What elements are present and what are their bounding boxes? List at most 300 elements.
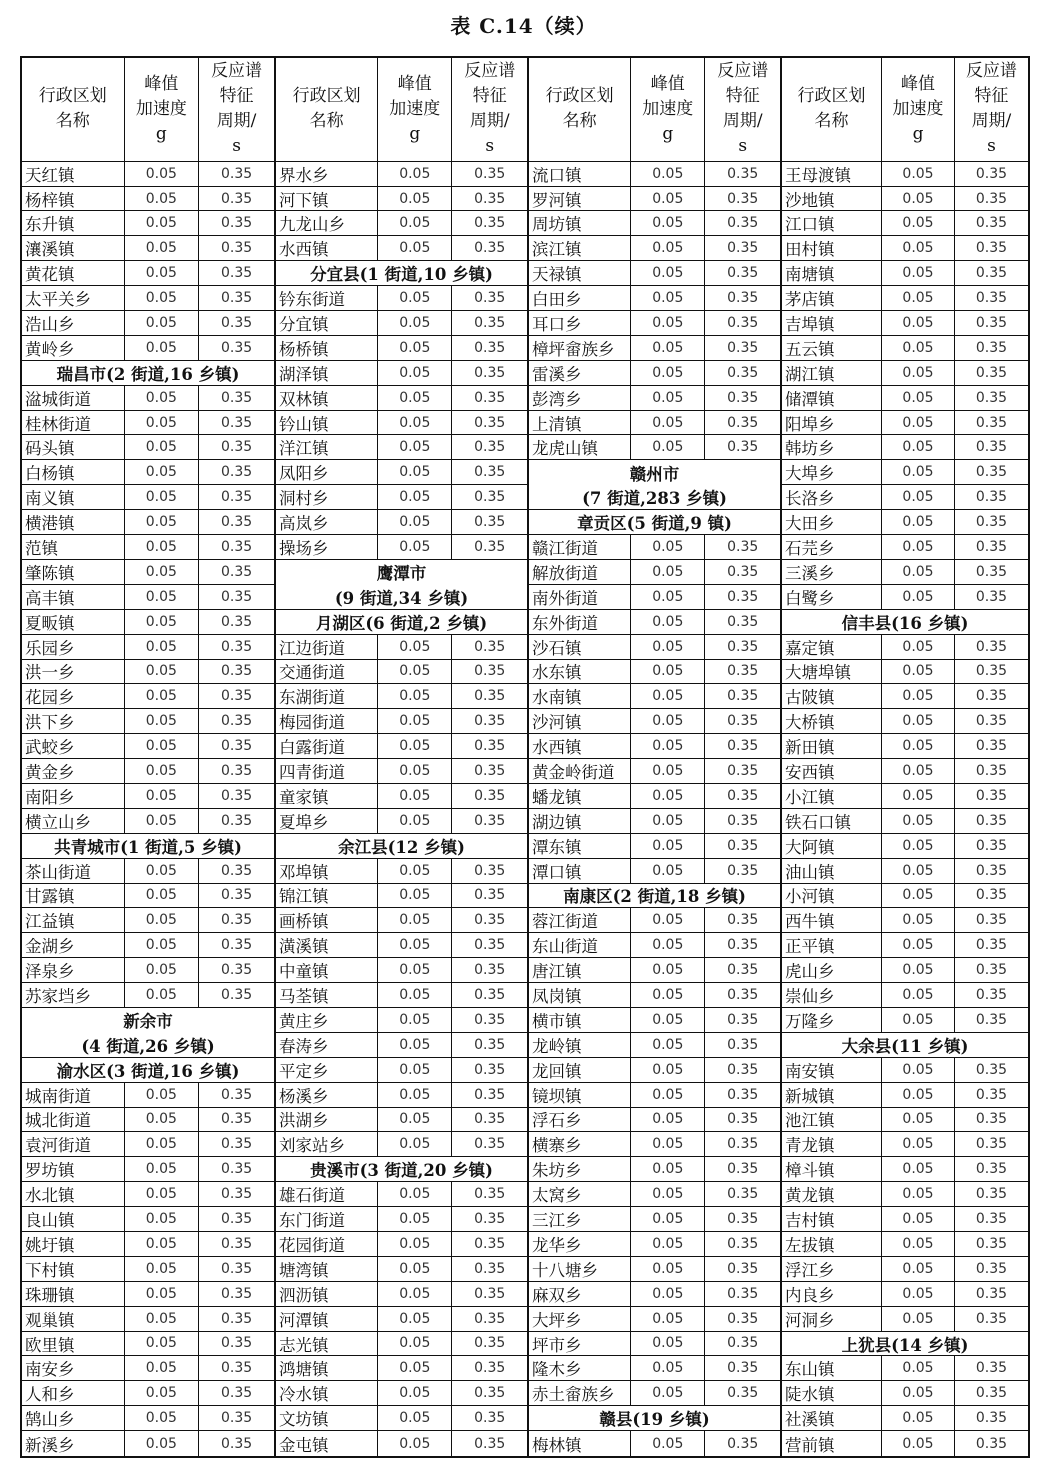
cell-name: 童家镇	[276, 784, 378, 808]
cell-peak-acceleration: 0.05	[631, 435, 705, 459]
table-row	[22, 535, 274, 560]
column-rows	[276, 162, 527, 1456]
cell-period: 0.35	[727, 688, 759, 705]
cell-peak-acceleration: 0.05	[125, 585, 200, 609]
cell-peak-acceleration: 0.05	[882, 1431, 955, 1456]
cell-name: 小江镇	[782, 784, 882, 808]
table-row	[276, 859, 527, 884]
cell-peak-acceleration: 0.05	[125, 510, 200, 534]
table-row	[22, 958, 274, 983]
cell-period: 0.35	[474, 937, 506, 954]
table-row	[276, 336, 527, 361]
section-heading: 信丰县(16 乡镇)	[841, 613, 969, 633]
cell-period: 0.35	[220, 1335, 253, 1352]
cell-period: 0.35	[220, 987, 253, 1004]
cell-peak-acceleration: 0.05	[631, 311, 705, 335]
table-row	[782, 386, 1028, 411]
cell-peak-acceleration: 0.05	[378, 684, 452, 708]
cell-peak-acceleration: 0.05	[631, 859, 705, 883]
cell-period: 0.35	[727, 862, 759, 879]
cell-name: 杨桥镇	[276, 336, 378, 360]
cell-peak-acceleration: 0.05	[125, 236, 200, 260]
cell-peak-acceleration: 0.05	[125, 759, 200, 783]
cell-period: 0.35	[220, 862, 253, 879]
cell-peak-acceleration: 0.05	[631, 236, 705, 260]
cell-period: 0.35	[727, 588, 759, 605]
cell-name: 小河镇	[782, 884, 882, 908]
cell-period: 0.35	[220, 1111, 253, 1128]
table-row	[22, 585, 274, 610]
cell-name: 黄庄乡	[276, 1008, 378, 1032]
table-row	[276, 361, 527, 386]
cell-peak-acceleration: 0.05	[378, 635, 452, 659]
cell-name: 珠珊镇	[22, 1282, 125, 1306]
cell-peak-acceleration: 0.05	[125, 734, 200, 758]
cell-name: 青龙镇	[782, 1132, 882, 1156]
cell-name: 分宜镇	[276, 311, 378, 335]
cell-name: 范镇	[22, 535, 125, 559]
cell-name: 龙岭镇	[529, 1033, 631, 1057]
cell-peak-acceleration: 0.05	[125, 1083, 200, 1107]
cell-period: 0.35	[474, 538, 506, 555]
cell-period: 0.35	[975, 1235, 1008, 1252]
table-row	[782, 411, 1028, 436]
cell-name: 陡水镇	[782, 1381, 882, 1405]
cell-period: 0.35	[727, 290, 759, 307]
table-row	[276, 908, 527, 933]
table-row	[529, 1232, 780, 1257]
cell-period: 0.35	[474, 713, 506, 730]
cell-period: 0.35	[727, 912, 759, 929]
cell-name: 横寨乡	[529, 1132, 631, 1156]
cell-name: 江口镇	[782, 211, 882, 235]
cell-name: 大埠乡	[782, 460, 882, 484]
table-row	[276, 411, 527, 436]
cell-period: 0.35	[220, 588, 253, 605]
cell-name: 虎山乡	[782, 958, 882, 982]
table-row	[22, 311, 274, 336]
cell-peak-acceleration: 0.05	[125, 311, 200, 335]
table-row	[276, 635, 527, 660]
cell-name: 城南街道	[22, 1083, 125, 1107]
cell-period: 0.35	[727, 1310, 759, 1327]
table-row	[529, 1332, 780, 1357]
cell-period: 0.35	[975, 713, 1008, 730]
table-row	[22, 286, 274, 311]
cell-period: 0.35	[727, 1360, 759, 1377]
cell-peak-acceleration: 0.05	[631, 1207, 705, 1231]
cell-name: 唐江镇	[529, 958, 631, 982]
section-heading: 章贡区(5 街道,9 镇)	[577, 514, 732, 534]
cell-name: 塘湾镇	[276, 1257, 378, 1281]
cell-name: 金屯镇	[276, 1431, 378, 1456]
cell-period: 0.35	[975, 638, 1008, 655]
table-column-3	[529, 58, 782, 1456]
cell-peak-acceleration: 0.05	[882, 1182, 955, 1206]
cell-period: 0.35	[220, 1310, 253, 1327]
cell-period: 0.35	[474, 812, 506, 829]
cell-name: 马荃镇	[276, 983, 378, 1007]
cell-name: 茶山街道	[22, 859, 125, 883]
cell-peak-acceleration: 0.05	[882, 1058, 955, 1082]
cell-peak-acceleration: 0.05	[631, 1257, 705, 1281]
cell-name: 洞村乡	[276, 485, 378, 509]
cell-period: 0.35	[727, 663, 759, 680]
table-row	[22, 859, 274, 884]
cell-peak-acceleration: 0.05	[378, 660, 452, 684]
cell-peak-acceleration: 0.05	[631, 1033, 705, 1057]
cell-name: 人和乡	[22, 1381, 125, 1405]
table-row	[22, 435, 274, 460]
cell-name: 龙虎山镇	[529, 435, 631, 459]
cell-peak-acceleration: 0.05	[378, 1381, 452, 1405]
table-column-1	[22, 58, 276, 1456]
cell-name: 杨梓镇	[22, 187, 125, 211]
cell-period: 0.35	[474, 763, 506, 779]
cell-period: 0.35	[975, 439, 1008, 456]
cell-period: 0.35	[474, 364, 506, 381]
cell-period: 0.35	[975, 1310, 1008, 1327]
cell-name: 江益镇	[22, 908, 125, 932]
cell-peak-acceleration: 0.05	[125, 1132, 200, 1156]
header-characteristic-period: 反应谱 特征 周期/ s	[965, 61, 1017, 157]
cell-name: 画桥镇	[276, 908, 378, 932]
cell-period: 0.35	[220, 439, 253, 456]
cell-peak-acceleration: 0.05	[125, 1108, 200, 1132]
cell-peak-acceleration: 0.05	[882, 660, 955, 684]
cell-name: 南安镇	[782, 1058, 882, 1082]
table-row	[276, 933, 527, 958]
cell-period: 0.35	[727, 638, 759, 655]
cell-peak-acceleration: 0.05	[631, 187, 705, 211]
cell-period: 0.35	[727, 713, 759, 730]
table-row	[529, 585, 780, 610]
cell-name: 潭东镇	[529, 834, 631, 858]
cell-period: 0.35	[220, 265, 253, 282]
cell-name: 万隆乡	[782, 1008, 882, 1032]
table-row	[529, 1033, 780, 1058]
cell-period: 0.35	[474, 688, 506, 705]
table-row	[276, 1033, 527, 1058]
header-peak-acceleration: 峰值 加速度 g	[125, 58, 200, 161]
table-row	[22, 1108, 274, 1133]
cell-name: 欧里镇	[22, 1332, 125, 1356]
cell-peak-acceleration: 0.05	[631, 162, 705, 186]
table-row	[276, 311, 527, 336]
cell-period: 0.35	[727, 364, 759, 381]
cell-peak-acceleration: 0.05	[631, 660, 705, 684]
cell-period: 0.35	[474, 738, 506, 755]
table-row	[22, 660, 274, 685]
table-row	[529, 1083, 780, 1108]
cell-peak-acceleration: 0.05	[882, 709, 955, 733]
cell-peak-acceleration: 0.05	[378, 311, 452, 335]
cell-peak-acceleration: 0.05	[882, 1008, 955, 1032]
cell-name: 内良乡	[782, 1282, 882, 1306]
cell-name: 湖江镇	[782, 361, 882, 385]
cell-period: 0.35	[474, 912, 506, 929]
cell-name: 赤土畲族乡	[529, 1381, 631, 1405]
cell-period: 0.35	[975, 962, 1008, 979]
table-row	[22, 809, 274, 834]
cell-period: 0.35	[474, 314, 506, 331]
cell-period: 0.35	[220, 414, 253, 431]
cell-period: 0.35	[975, 538, 1008, 555]
section-heading: 月湖区(6 街道,2 乡镇)	[315, 613, 488, 633]
table-row	[276, 286, 527, 311]
table-row	[22, 162, 274, 187]
table-row	[782, 1207, 1028, 1232]
cell-name: 新田镇	[782, 734, 882, 758]
cell-name: 花园乡	[22, 684, 125, 708]
cell-peak-acceleration: 0.05	[631, 983, 705, 1007]
cell-name: 潢溪镇	[276, 933, 378, 957]
table-row	[22, 709, 274, 734]
cell-name: 樟斗镇	[782, 1157, 882, 1181]
table-row	[529, 1381, 780, 1406]
cell-name: 蟠龙镇	[529, 784, 631, 808]
cell-period: 0.35	[975, 812, 1008, 829]
table-row	[529, 560, 780, 585]
cell-peak-acceleration: 0.05	[882, 361, 955, 385]
cell-name: 杨溪乡	[276, 1083, 378, 1107]
cell-peak-acceleration: 0.05	[378, 535, 452, 559]
cell-peak-acceleration: 0.05	[125, 933, 200, 957]
cell-name: 白杨镇	[22, 460, 125, 484]
cell-peak-acceleration: 0.05	[125, 908, 200, 932]
table-row	[22, 784, 274, 809]
table-row	[529, 435, 780, 460]
table-row	[276, 884, 527, 909]
section-heading-row	[782, 610, 1028, 635]
cell-period: 0.35	[727, 240, 759, 257]
section-heading-row	[782, 1332, 1028, 1357]
table-row	[782, 361, 1028, 386]
cell-peak-acceleration: 0.05	[125, 784, 200, 808]
table-row	[529, 386, 780, 411]
cell-period: 0.35	[220, 1260, 253, 1277]
cell-peak-acceleration: 0.05	[882, 585, 955, 609]
cell-name: 夏埠乡	[276, 809, 378, 833]
cell-name: 大坪乡	[529, 1307, 631, 1331]
cell-name: 锦江镇	[276, 884, 378, 908]
cell-period: 0.35	[220, 1211, 253, 1228]
cell-name: 文坊镇	[276, 1406, 378, 1430]
cell-peak-acceleration: 0.05	[631, 336, 705, 360]
cell-name: 周坊镇	[529, 211, 631, 235]
cell-name: 双林镇	[276, 386, 378, 410]
cell-peak-acceleration: 0.05	[631, 286, 705, 310]
cell-peak-acceleration: 0.05	[125, 610, 200, 634]
cell-name: 东湖街道	[276, 684, 378, 708]
table-row	[529, 361, 780, 386]
table-row	[529, 660, 780, 685]
cell-period: 0.35	[727, 439, 759, 456]
cell-peak-acceleration: 0.05	[378, 1108, 452, 1132]
cell-peak-acceleration: 0.05	[125, 958, 200, 982]
cell-peak-acceleration: 0.05	[882, 759, 955, 783]
cell-peak-acceleration: 0.05	[631, 386, 705, 410]
cell-period: 0.35	[474, 190, 506, 207]
table-row	[782, 1157, 1028, 1182]
table-row	[782, 1257, 1028, 1282]
header-peak-acceleration: 峰值 加速度 g	[378, 58, 452, 161]
table-row	[22, 1332, 274, 1357]
table-row	[22, 510, 274, 535]
cell-peak-acceleration: 0.05	[631, 1282, 705, 1306]
table-row	[782, 560, 1028, 585]
cell-period: 0.35	[727, 538, 759, 555]
table-row	[276, 1307, 527, 1332]
cell-name: 社溪镇	[782, 1406, 882, 1430]
table-row	[276, 1332, 527, 1357]
cell-period: 0.35	[474, 489, 506, 506]
cell-period: 0.35	[474, 787, 506, 804]
table-row	[529, 211, 780, 236]
cell-peak-acceleration: 0.05	[882, 386, 955, 410]
cell-peak-acceleration: 0.05	[631, 834, 705, 858]
cell-peak-acceleration: 0.05	[125, 1356, 200, 1380]
table-row	[782, 1008, 1028, 1033]
cell-peak-acceleration: 0.05	[631, 1431, 705, 1456]
cell-name: 西牛镇	[782, 908, 882, 932]
cell-period: 0.35	[975, 1360, 1008, 1377]
cell-period: 0.35	[727, 812, 759, 829]
cell-name: 花园街道	[276, 1232, 378, 1256]
table-row	[782, 983, 1028, 1008]
table-row	[22, 933, 274, 958]
cell-peak-acceleration: 0.05	[882, 635, 955, 659]
cell-peak-acceleration: 0.05	[882, 261, 955, 285]
cell-name: 东山街道	[529, 933, 631, 957]
cell-period: 0.35	[727, 987, 759, 1004]
cell-peak-acceleration: 0.05	[125, 435, 200, 459]
cell-name: 黄花镇	[22, 261, 125, 285]
cell-peak-acceleration: 0.05	[125, 535, 200, 559]
cell-peak-acceleration: 0.05	[378, 1282, 452, 1306]
table-row	[782, 709, 1028, 734]
cell-name: 大塘埠镇	[782, 660, 882, 684]
cell-period: 0.35	[975, 1086, 1008, 1103]
table-row	[22, 684, 274, 709]
section-heading: (9 街道,34 乡镇)	[334, 588, 469, 608]
cell-peak-acceleration: 0.05	[378, 1033, 452, 1057]
cell-name: 潭口镇	[529, 859, 631, 883]
table-row	[276, 1356, 527, 1381]
cell-name: 营前镇	[782, 1431, 882, 1456]
cell-name: 泽泉乡	[22, 958, 125, 982]
cell-period: 0.35	[220, 1435, 253, 1452]
cell-period: 0.35	[975, 414, 1008, 431]
cell-peak-acceleration: 0.05	[882, 485, 955, 509]
cell-name: 梅园街道	[276, 709, 378, 733]
cell-period: 0.35	[220, 215, 253, 232]
cell-period: 0.35	[727, 962, 759, 979]
cell-period: 0.35	[474, 414, 506, 431]
cell-peak-acceleration: 0.05	[631, 1381, 705, 1405]
cell-period: 0.35	[975, 190, 1008, 207]
table-row	[782, 261, 1028, 286]
cell-name: 三溪乡	[782, 560, 882, 584]
cell-name: 横立山乡	[22, 809, 125, 833]
table-row	[782, 1083, 1028, 1108]
cell-peak-acceleration: 0.05	[378, 809, 452, 833]
table-row	[529, 908, 780, 933]
cell-peak-acceleration: 0.05	[378, 784, 452, 808]
cell-period: 0.35	[727, 1086, 759, 1103]
cell-name: 龙华乡	[529, 1232, 631, 1256]
cell-name: 洪一乡	[22, 660, 125, 684]
table-row	[782, 1132, 1028, 1157]
cell-name: 江边街道	[276, 635, 378, 659]
cell-period: 0.35	[975, 314, 1008, 331]
cell-peak-acceleration: 0.05	[882, 1232, 955, 1256]
cell-period: 0.35	[220, 1410, 253, 1427]
cell-peak-acceleration: 0.05	[125, 1282, 200, 1306]
column-rows	[529, 162, 780, 1456]
cell-period: 0.35	[975, 837, 1008, 854]
table-row	[782, 435, 1028, 460]
cell-peak-acceleration: 0.05	[378, 162, 452, 186]
section-heading-row	[529, 510, 780, 535]
cell-period: 0.35	[727, 1385, 759, 1402]
cell-name: 沙地镇	[782, 187, 882, 211]
cell-period: 0.35	[727, 937, 759, 954]
cell-name: 高岚乡	[276, 510, 378, 534]
table-row	[276, 386, 527, 411]
table-row	[782, 510, 1028, 535]
cell-period: 0.35	[220, 314, 253, 331]
cell-peak-acceleration: 0.05	[882, 958, 955, 982]
cell-period: 0.35	[727, 1136, 759, 1153]
cell-peak-acceleration: 0.05	[882, 311, 955, 335]
table-row	[22, 908, 274, 933]
cell-peak-acceleration: 0.05	[882, 933, 955, 957]
cell-peak-acceleration: 0.05	[125, 261, 200, 285]
cell-period: 0.35	[975, 489, 1008, 506]
table-row	[276, 1008, 527, 1033]
table-row	[782, 1182, 1028, 1207]
column-rows	[22, 162, 274, 1456]
cell-name: 下村镇	[22, 1257, 125, 1281]
cell-period: 0.35	[220, 1285, 253, 1302]
cell-period: 0.35	[727, 1435, 759, 1452]
section-heading: 鹰潭市	[376, 564, 427, 584]
cell-period: 0.35	[474, 1285, 506, 1302]
cell-name: 黄金岭街道	[529, 759, 631, 783]
cell-name: 高丰镇	[22, 585, 125, 609]
cell-period: 0.35	[220, 713, 253, 730]
cell-name: 南塘镇	[782, 261, 882, 285]
table-row	[276, 784, 527, 809]
cell-peak-acceleration: 0.05	[378, 1431, 452, 1456]
cell-peak-acceleration: 0.05	[631, 261, 705, 285]
cell-name: 龙回镇	[529, 1058, 631, 1082]
column-header	[22, 58, 274, 162]
table-row	[782, 286, 1028, 311]
cell-peak-acceleration: 0.05	[882, 510, 955, 534]
cell-period: 0.35	[220, 812, 253, 829]
cell-peak-acceleration: 0.05	[882, 1207, 955, 1231]
cell-peak-acceleration: 0.05	[125, 286, 200, 310]
cell-period: 0.35	[220, 1136, 253, 1153]
cell-name: 镜坝镇	[529, 1083, 631, 1107]
cell-name: 洋江镇	[276, 435, 378, 459]
cell-name: 耳口乡	[529, 311, 631, 335]
section-heading-row	[276, 610, 527, 635]
cell-peak-acceleration: 0.05	[882, 1132, 955, 1156]
cell-peak-acceleration: 0.05	[882, 336, 955, 360]
